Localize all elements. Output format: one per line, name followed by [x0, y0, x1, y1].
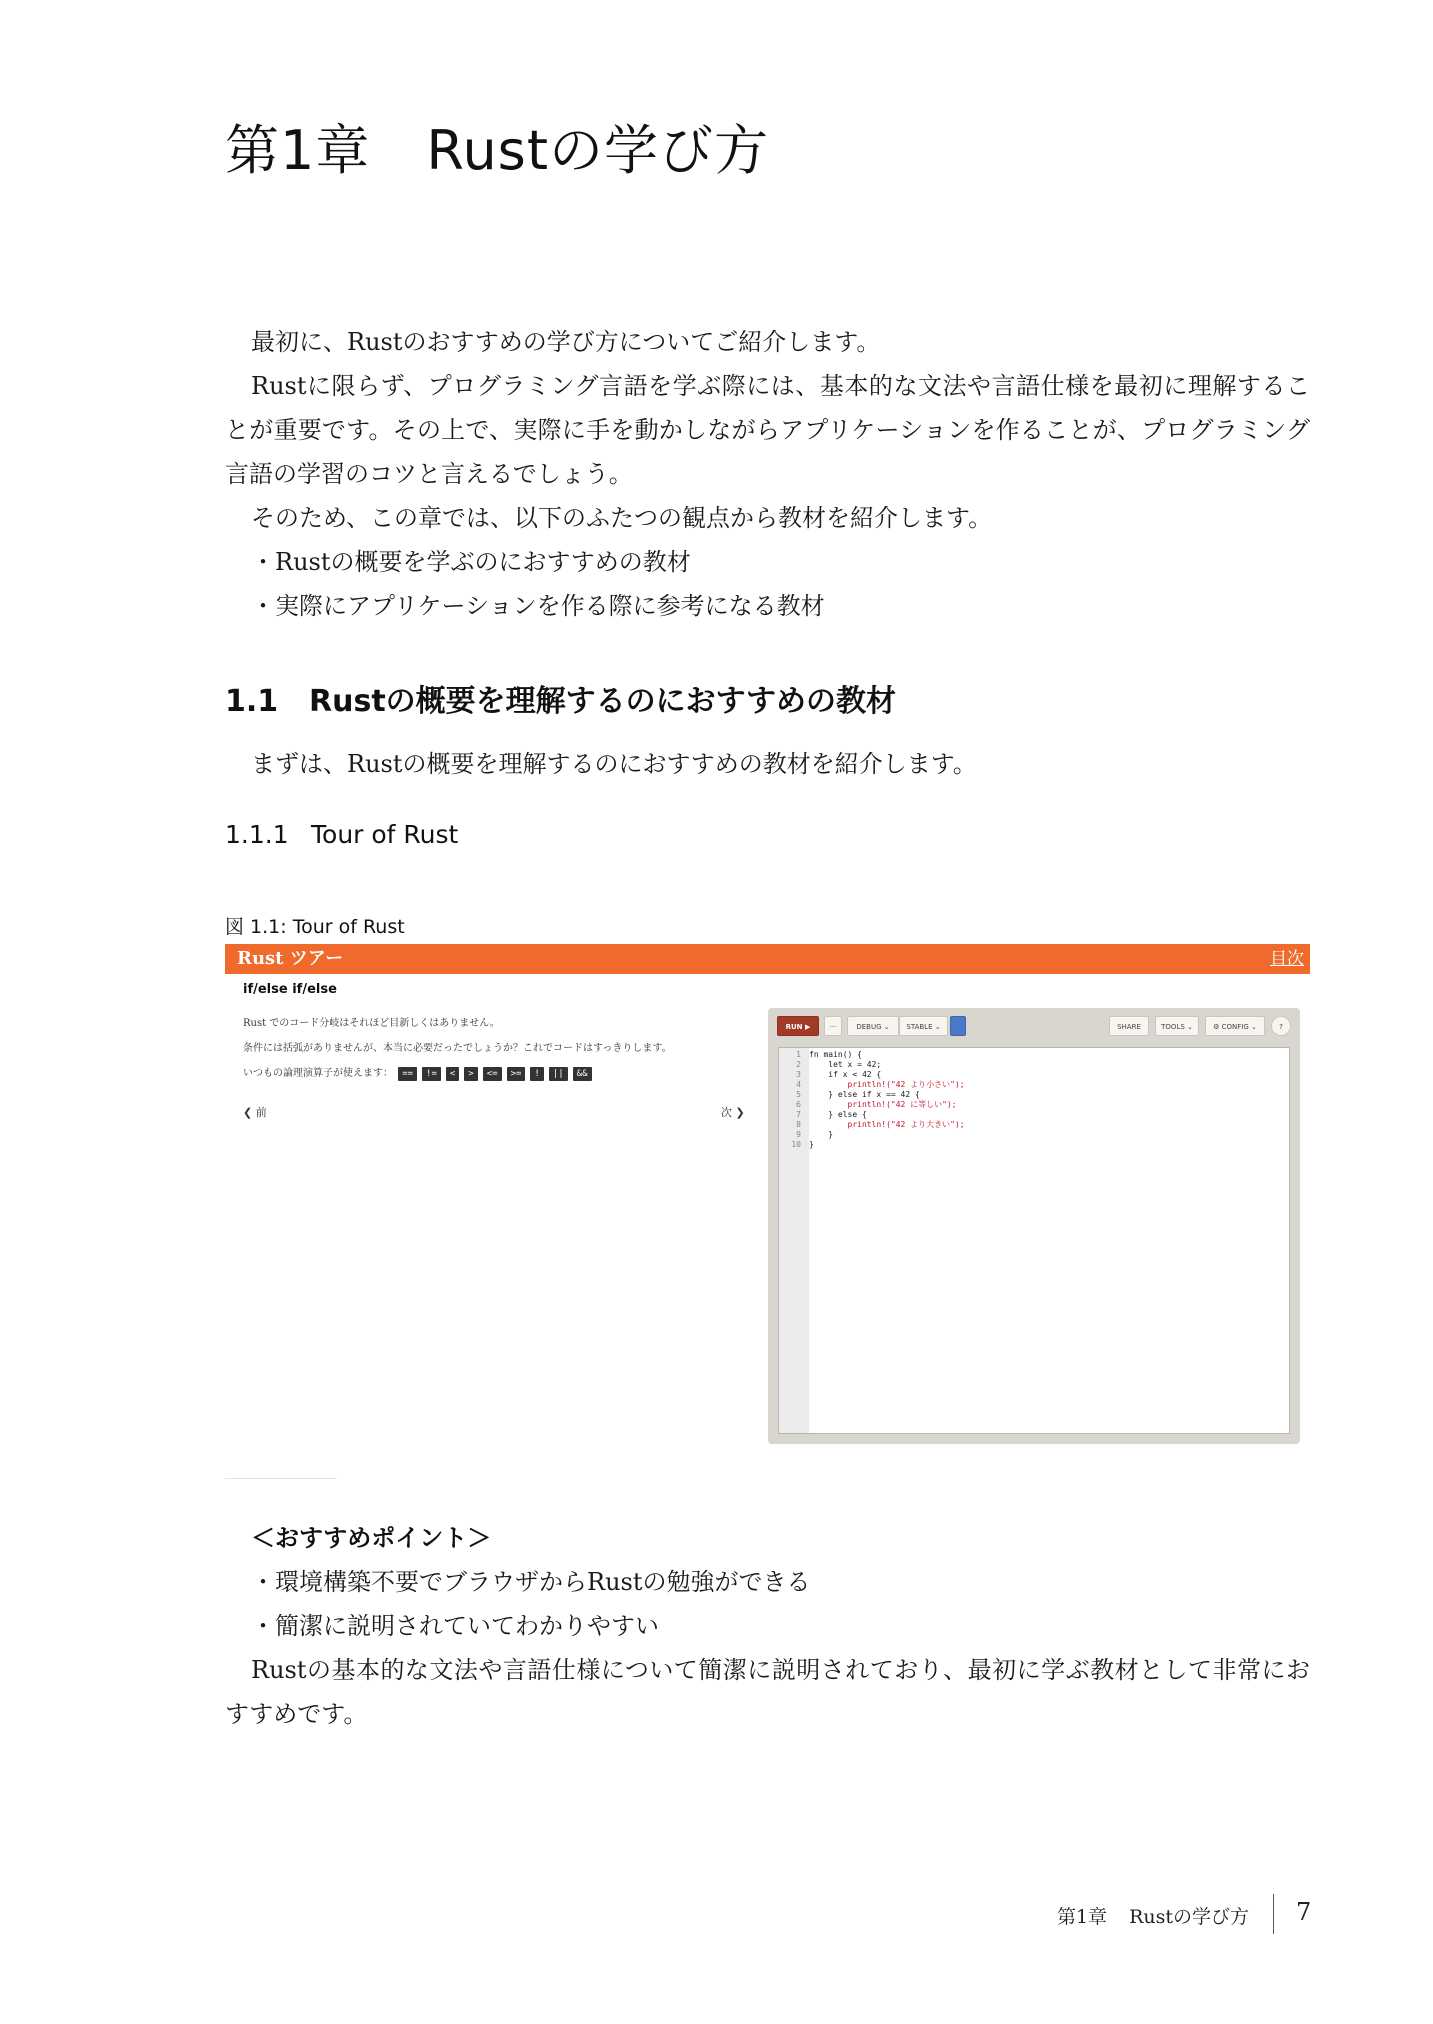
- code-line: 3 if x < 42 {: [796, 1070, 882, 1079]
- operator-badge: !=: [422, 1067, 441, 1081]
- intro-paragraph-1: 最初に、Rustのおすすめの学び方についてご紹介します。: [251, 328, 881, 356]
- section-name: Rustの概要を理解するのにおすすめの教材: [309, 684, 896, 719]
- code-line: 9 }: [796, 1130, 834, 1139]
- operator-badge: <=: [483, 1067, 502, 1081]
- tour-brand: Rust ツアー: [237, 948, 344, 969]
- code-line: 7 } else {: [796, 1110, 867, 1119]
- rust-playground: [768, 1008, 1300, 1444]
- points-paragraph: Rustの基本的な文法や言語仕様について簡潔に説明されており、最初に学ぶ教材として非常におすすめです。: [225, 1656, 1310, 1728]
- page-footer: [0, 1894, 1433, 1934]
- chapter-name: Rustの学び方: [426, 119, 769, 182]
- figure-divider: [225, 1478, 337, 1479]
- section-title: [225, 676, 896, 720]
- more-button[interactable]: ···: [824, 1016, 842, 1036]
- footer-separator: [1273, 1894, 1274, 1934]
- code-line: 10 }: [791, 1140, 814, 1149]
- intro-bullet-2: ・実際にアプリケーションを作る際に参考になる教材: [251, 592, 825, 620]
- operator-list: [398, 1067, 591, 1081]
- figure-caption: 図 1.1: Tour of Rust: [225, 916, 405, 938]
- footer-chapter: [1057, 1902, 1249, 1929]
- next-link[interactable]: 次 ❯: [721, 1106, 745, 1119]
- lesson-line-3: [243, 1064, 592, 1081]
- page-number: 7: [1296, 1898, 1312, 1926]
- code-line: 5 } else if x == 42 {: [796, 1090, 920, 1099]
- section-intro: まずは、Rustの概要を理解するのにおすすめの教材を紹介します。: [251, 750, 977, 778]
- points-title: ＜おすすめポイント＞: [251, 1524, 492, 1552]
- lesson-title: if/else if/else: [243, 982, 337, 997]
- operator-badge: ==: [398, 1067, 417, 1081]
- operator-badge: &&: [573, 1067, 592, 1081]
- subsection-name: Tour of Rust: [311, 820, 459, 849]
- help-button[interactable]: ?: [1271, 1016, 1291, 1036]
- chapter-number: 第1章: [225, 119, 371, 182]
- operator-badge: ||: [549, 1067, 568, 1081]
- lesson-line-2: 条件には括弧がありませんが、本当に必要だったでしょうか？これでコードはすっきりします。: [243, 1043, 672, 1054]
- points-bullet-2: ・簡潔に説明されていてわかりやすい: [251, 1612, 659, 1640]
- intro-paragraph-3: そのため、この章では、以下のふたつの観点から教材を紹介します。: [251, 504, 993, 532]
- run-button[interactable]: RUN ▶: [777, 1016, 819, 1036]
- keyboard-icon[interactable]: [950, 1016, 966, 1036]
- subsection-title: [225, 820, 458, 849]
- footer-chapter-title: Rustの学び方: [1129, 1906, 1249, 1928]
- toc-link[interactable]: 目次: [1270, 949, 1304, 969]
- prev-link[interactable]: ❮ 前: [243, 1106, 267, 1119]
- code-editor[interactable]: [778, 1047, 1290, 1434]
- code-line: 1 fn main() {: [796, 1050, 862, 1059]
- tour-header-bar: [225, 944, 1310, 974]
- chapter-title: [225, 108, 769, 185]
- code-line: 2 let x = 42;: [796, 1060, 882, 1069]
- code-line: 8 println!("42 より大きい");: [796, 1120, 965, 1129]
- intro-paragraph-2: Rustに限らず、プログラミング言語を学ぶ際には、基本的な文法や言語仕様を最初に理解することが重要です。その上で、実際に手を動かしながらアプリケーションを作ることが、プログラミング言語の学習のコツと言えるでしょう。: [225, 372, 1310, 488]
- code-line: 4 println!("42 より小さい");: [796, 1080, 965, 1089]
- tour-of-rust-screenshot: [225, 944, 1310, 1444]
- operator-badge: >=: [507, 1067, 526, 1081]
- lesson-line-3-text: いつもの論理演算子が使えます：: [243, 1068, 393, 1079]
- operator-badge: !: [530, 1067, 543, 1081]
- code-line: 6 println!("42 に等しい");: [796, 1100, 957, 1109]
- footer-chapter-number: 第1章: [1056, 1906, 1108, 1928]
- points-bullet-1: ・環境構築不要でブラウザからRustの勉強ができる: [251, 1568, 811, 1596]
- config-dropdown[interactable]: ⚙ CONFIG ⌄: [1205, 1016, 1265, 1036]
- share-button[interactable]: SHARE: [1109, 1016, 1149, 1036]
- section-number: 1.1: [225, 684, 279, 719]
- tools-dropdown[interactable]: TOOLS ⌄: [1155, 1016, 1199, 1036]
- channel-dropdown[interactable]: STABLE ⌄: [899, 1016, 948, 1036]
- subsection-number: 1.1.1: [225, 820, 289, 849]
- lesson-line-1: Rust でのコード分岐はそれほど目新しくはありません。: [243, 1018, 500, 1029]
- debug-dropdown[interactable]: DEBUG ⌄: [847, 1016, 899, 1036]
- operator-badge: >: [464, 1067, 477, 1081]
- intro-bullet-1: ・Rustの概要を学ぶのにおすすめの教材: [251, 548, 691, 576]
- operator-badge: <: [446, 1067, 459, 1081]
